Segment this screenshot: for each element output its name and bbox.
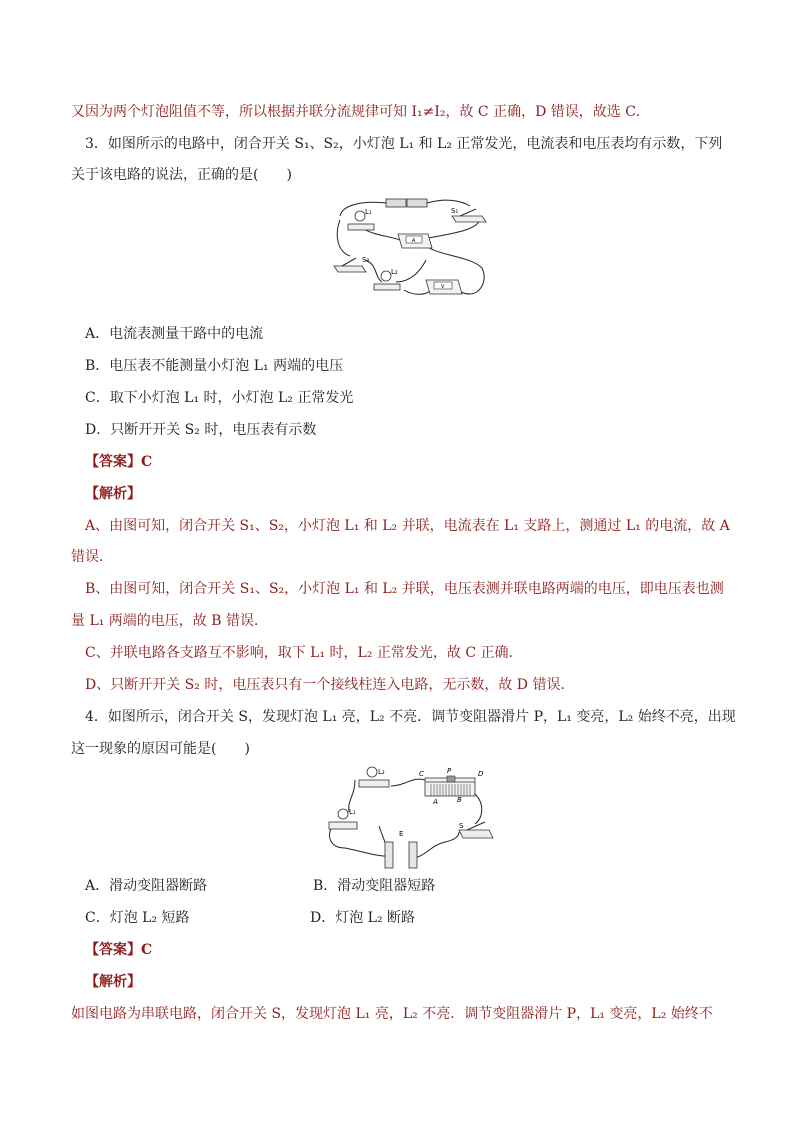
q3-explain-a-line1: A、由图可知，闭合开关 S₁、S₂，小灯泡 L₁ 和 L₂ 并联，电流表在 L₁ 支路上，测通过 L₁ 的电流，故 A [85, 518, 730, 534]
battery-icon [386, 199, 427, 207]
fig2-b-label: B [457, 796, 462, 804]
fig1-voltmeter-label: V [441, 284, 445, 290]
rheostat-icon [425, 776, 475, 796]
q3-explain-b-line2: 量 L₁ 两端的电压，故 B 错误． [71, 613, 268, 629]
q3-option-c: C．取下小灯泡 L₁ 时，小灯泡 L₂ 正常发光 [85, 390, 354, 406]
fig2-d-label: D [478, 770, 484, 778]
fig2-a-label: A [433, 798, 438, 806]
q3-option-b: B．电压表不能测量小灯泡 L₁ 两端的电压 [85, 358, 344, 374]
q3-analysis-heading: 【解析】 [85, 486, 141, 502]
q4-explain-line1: 如图电路为串联电路，闭合开关 S，发现灯泡 L₁ 亮，L₂ 不亮．调节变阻器滑片 P，L₁ 变亮，L₂ 始终不 [71, 1006, 713, 1022]
battery-icon [385, 842, 417, 868]
q4-stem-line2: 这一现象的原因可能是( ) [71, 741, 250, 757]
fig2-c-label: C [419, 770, 424, 778]
q3-circuit-figure [330, 196, 488, 302]
q4-option-a: A．滑动变阻器断路 [85, 878, 208, 894]
q4-analysis-heading: 【解析】 [85, 974, 141, 990]
fig2-e-label: E [399, 830, 404, 838]
switch-s-icon [459, 822, 493, 838]
q3-option-d: D．只断开开关 S₂ 时，电压表有示数 [85, 422, 317, 438]
q3-explain-c: C、并联电路各支路互不影响，取下 L₁ 时，L₂ 正常发光，故 C 正确． [85, 645, 523, 661]
fig1-ammeter-label: A [412, 238, 416, 244]
q3-explain-b-line1: B、由图可知，闭合开关 S₁、S₂，小灯泡 L₁ 和 L₂ 并联，电压表测并联电路两端的电压，即电压表也测 [85, 581, 724, 597]
q4-circuit-figure [325, 766, 497, 870]
fig2-p-label: P [447, 767, 452, 775]
q4-stem-line1: 4．如图所示，闭合开关 S，发现灯泡 L₁ 亮，L₂ 不亮．调节变阻器滑片 P，L₁ 变亮，L₂ 始终不亮，出现 [85, 709, 736, 725]
q3-option-a: A．电流表测量干路中的电流 [85, 326, 264, 342]
q3-stem-line2: 关于该电路的说法，正确的是( ) [71, 167, 292, 183]
prev-solution-conclusion: 又因为两个灯泡阻值不等，所以根据并联分流规律可知 I₁≠I₂，故 C 正确，D 错误，故选 C． [71, 104, 650, 120]
q4-answer: 【答案】C [85, 942, 153, 958]
q3-stem-line1: 3．如图所示的电路中，闭合开关 S₁、S₂，小灯泡 L₁ 和 L₂ 正常发光，电流表和电压表均有示数，下列 [85, 136, 723, 152]
q4-option-d: D．灯泡 L₂ 断路 [310, 910, 416, 926]
fig1-s1-label: S₁ [451, 207, 459, 215]
q3-explain-d: D、只断开开关 S₂ 时，电压表只有一个接线柱连入电路，无示数，故 D 错误． [85, 677, 575, 693]
fig2-s-label: S [459, 822, 464, 830]
fig1-s2-label: S₂ [362, 256, 370, 264]
fig1-l2-label: L₂ [391, 268, 398, 276]
q4-option-c: C．灯泡 L₂ 短路 [85, 910, 190, 926]
q3-explain-a-line2: 错误． [71, 549, 113, 565]
fig1-l1-label: L₁ [365, 208, 372, 216]
q3-answer: 【答案】C [85, 454, 153, 470]
fig2-l1-label: L₁ [349, 808, 356, 816]
fig2-l2-label: L₂ [378, 768, 385, 776]
q4-option-b: B．滑动变阻器短路 [313, 878, 436, 894]
